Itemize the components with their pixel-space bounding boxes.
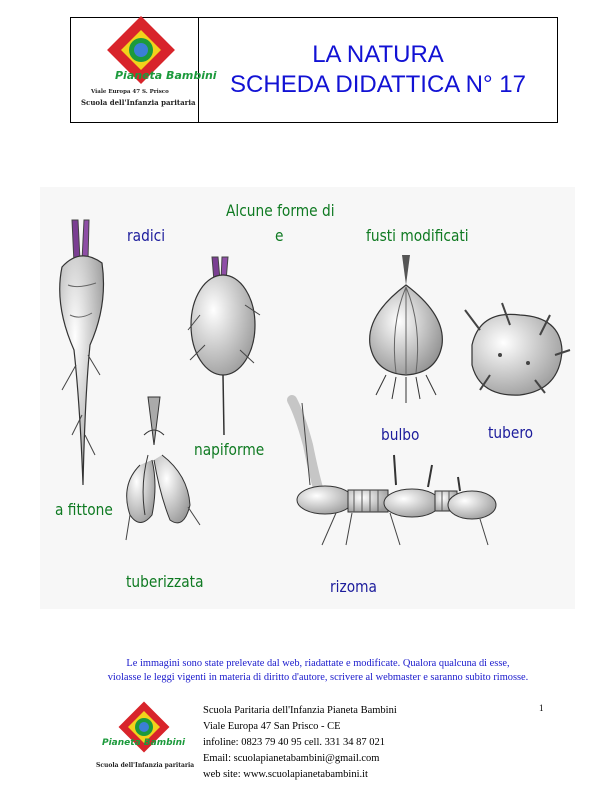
header-logo-cell <box>71 18 217 122</box>
copyright-disclaimer <box>28 657 608 685</box>
page-title: LA NATURA <box>312 41 444 68</box>
disclaimer-line1: Le immagini sono state prelevate dal web, riadattate e modificate. Qualora qualcuna di esse, <box>126 658 510 669</box>
label-fittone: a fittone <box>55 500 113 519</box>
header-title-cell <box>199 18 557 122</box>
label-tuberizzata: tuberizzata <box>126 572 204 591</box>
footer-school-name: Scuola Paritaria dell'Infanzia Pianeta Bambini <box>203 705 397 716</box>
page-number: 1 <box>539 703 544 713</box>
footer-logo-name: Pianeta Bambini <box>102 738 186 748</box>
header-box <box>70 17 558 123</box>
figure-title-line1: Alcune forme di <box>226 201 335 220</box>
footer-address: Viale Europa 47 San Prisco - CE <box>203 721 341 732</box>
disclaimer-line2: violasse le leggi vigenti in materia di diritto d'autore, scrivere al webmaster e saranno subito rimosse. <box>107 672 529 683</box>
logo-address: Viale Europa 47 S. Prisco <box>91 89 169 95</box>
label-rizoma: rizoma <box>330 577 377 596</box>
footer-logo-icon <box>92 705 195 775</box>
footer-email[interactable]: Email: scuolapianetabambini@gmail.com <box>203 753 380 764</box>
page-subtitle: SCHEDA DIDATTICA N° 17 <box>230 71 526 98</box>
logo-name: Pianeta Bambini <box>115 69 217 82</box>
footer-contact-info <box>203 703 397 783</box>
roots-heading: radici <box>127 226 166 245</box>
plant-forms-figure <box>40 185 575 610</box>
footer-website[interactable]: web site: www.scuolapianetabambini.it <box>203 769 368 780</box>
label-bulbo: bulbo <box>381 425 420 444</box>
logo-school: Scuola dell'Infanzia paritaria <box>81 98 196 107</box>
label-napiforme: napiforme <box>194 440 265 459</box>
figure-title-line2: e <box>275 226 284 245</box>
plant-drawings <box>40 185 575 610</box>
footer-logo-school: Scuola dell'Infanzia paritaria <box>96 762 195 769</box>
stems-heading: fusti modificati <box>366 226 469 245</box>
footer-phone: infoline: 0823 79 40 95 cell. 331 34 87 021 <box>203 737 385 748</box>
label-tubero: tubero <box>488 423 534 442</box>
